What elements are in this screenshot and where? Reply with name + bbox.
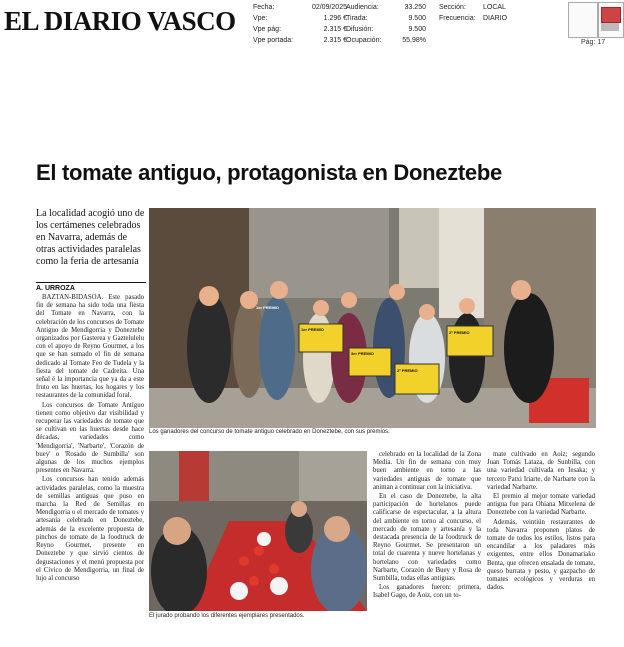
thumbnail-text <box>601 23 619 31</box>
prize-sign-5: 1er PREMIO <box>256 305 279 310</box>
paragraph: Los ganadores fueron: primera, Isabel Gago, de Aoiz, con un to- <box>373 584 481 600</box>
meta-value: LOCAL <box>483 4 506 11</box>
meta-value: 2.315 € <box>323 26 347 33</box>
article-column-1 <box>36 294 144 624</box>
paragraph: El premio al mejor tomate variedad antigua fue para Ohiana Mitxelena de Doneztebe con la variedad Narbarte. <box>487 493 595 517</box>
paragraph: En el caso de Doneztebe, la alta participación de hortelanos puede calificarse de espectacular, a la altura del ambiente en torno al concurso, el mercado de tomate y artesanía y la destacada presencia de la foodtruck de Reyno Gourmet. Se presentaron un total de cuarenta y nueve hortelanas y hortelano con variedades como Narbarte, Corazón de Buey y Rosa de Sumbilla, todas ellas antiguas. <box>373 493 481 583</box>
meta-value: 9.500 <box>408 15 426 22</box>
meta-value: 9.500 <box>408 26 426 33</box>
photo-winners <box>149 208 596 428</box>
prize-sign-4: 2º PREMIO <box>449 330 470 335</box>
lead-summary: La localidad acogió uno de los certámenes celebrados en Navarra, además de otras actividades paralelas como la feria de artesanía <box>36 208 145 267</box>
meta-key: Sección: <box>439 4 466 11</box>
byline: A. URROZA <box>36 282 146 292</box>
photo-jury <box>149 451 367 611</box>
page-thumbnail[interactable] <box>568 2 598 38</box>
meta-key: Vpe pág: <box>253 26 282 33</box>
meta-key: Ocupación: <box>346 37 382 44</box>
paragraph: celebrado en la localidad de la Zona Media. Un fin de semana con muy buen ambiente en torno a las variedades antiguas de tomate que animan a continuar con la iniciativa. <box>373 451 481 491</box>
meta-value: 2.315 € <box>323 37 347 44</box>
meta-value: 33.250 <box>404 4 426 11</box>
winners-photo-illustration <box>149 208 596 428</box>
meta-col-1 <box>253 2 347 46</box>
headline: El tomate antiguo, protagonista en Doneztebe <box>36 160 502 185</box>
page-thumbnail-active[interactable] <box>598 2 624 38</box>
caption-winners: Los ganadores del concurso de tomate antiguo celebrado en Doneztebe, con sus premios. <box>149 429 390 435</box>
meta-value: 55,98% <box>402 37 426 44</box>
meta-col-3 <box>439 2 507 24</box>
masthead: EL DIARIO VASCO <box>4 6 236 36</box>
meta-key: Fecha: <box>253 4 275 11</box>
meta-key: Difusión: <box>346 26 374 33</box>
meta-value: 1.296 € <box>323 15 347 22</box>
page-number: Pág: 17 <box>581 39 606 46</box>
thumbnail-photo <box>601 7 621 23</box>
prize-sign-1: 1er PREMIO <box>301 327 324 332</box>
jury-photo-illustration <box>149 451 367 611</box>
paragraph: Los concursos de Tomate Antiguo tienen como objetivo dar visibilidad y recuperar las variedades de tomate que se cultivan en las huertas desde hace décadas, variedades como 'Mendigorria', 'Narbarte', 'Corazón de buey' o 'Rosado de Sumbilla' son algunas de los muchos ejemplos presentes en Navarra. <box>36 401 144 475</box>
paragraph: mate cultivado en Aoiz; segundo Juan Tomás Lataza, de Sunbilla, con una variedad cultivada en Iesaka; y tercero Patxi Iriarte, de Narbarte con la variedad Narbarte. <box>487 451 595 491</box>
meta-col-2 <box>346 2 426 46</box>
meta-key: Vpe portada: <box>253 37 294 44</box>
meta-value: DIARIO <box>483 15 508 22</box>
meta-key: Vpe: <box>253 15 268 22</box>
prize-sign-3: 2º PREMIO <box>397 368 418 373</box>
meta-key: Frecuencia: <box>439 15 476 22</box>
meta-value: 02/09/2025 <box>311 4 347 11</box>
article-column-2 <box>373 451 481 627</box>
paragraph: Además, veintiún restaurantes de toda Navarra proponen platos de tomate de todos los estilos, listos para encandilar a los paladares más exigentes, entre ellos Donamariako Benta, que ofrecen ensalada de tomate, quesо burrata y pesto, y gazpacho de tomates ecológicos y verduras en dados. <box>487 518 595 592</box>
paragraph: BAZTAN-BIDASOA. Este pasado fin de semana ha sido toda una fiesta del Tomate en Navarra, con la celebración de los concursos de Tomate Antiguo de Mendigorria y Doneztebe organizados por Gastereа y Gaztelulelu con el apoyo de Reyno Gourmet, a los que se han sumado el fin de semana dedicado al Tomate Feo de Tudela y la fiesta del tomate de Cadreita. Una señal é la importancia que ya da a este fruto en las huertas, los hogares y los restaurantes de la comunidad foral. <box>36 294 144 400</box>
meta-key: Tirada: <box>346 15 368 22</box>
prize-sign-2: 3er PREMIO <box>351 351 374 356</box>
paragraph: Los concursos han tenido además actividades paralelas, como la muestra de semillas antiguas que puso en marcha la Red de Semillas en Mendigorria o el mercado de tomates y artesanía celebrado en Doneztebe, además de la excelente propuesta de pinchos de tomate de la foodtruck de Reyno Gourmet, presente en Doneztebe y que sirvió cientos de degustaciones y el menú propuesta por el Cívico de Mendigorria, un final de lujo al concurso <box>36 476 144 582</box>
article-column-3 <box>487 451 595 627</box>
caption-jury: El jurado probando los diferentes ejemplares presentados. <box>149 613 305 619</box>
meta-key: Audiencia: <box>346 4 379 11</box>
